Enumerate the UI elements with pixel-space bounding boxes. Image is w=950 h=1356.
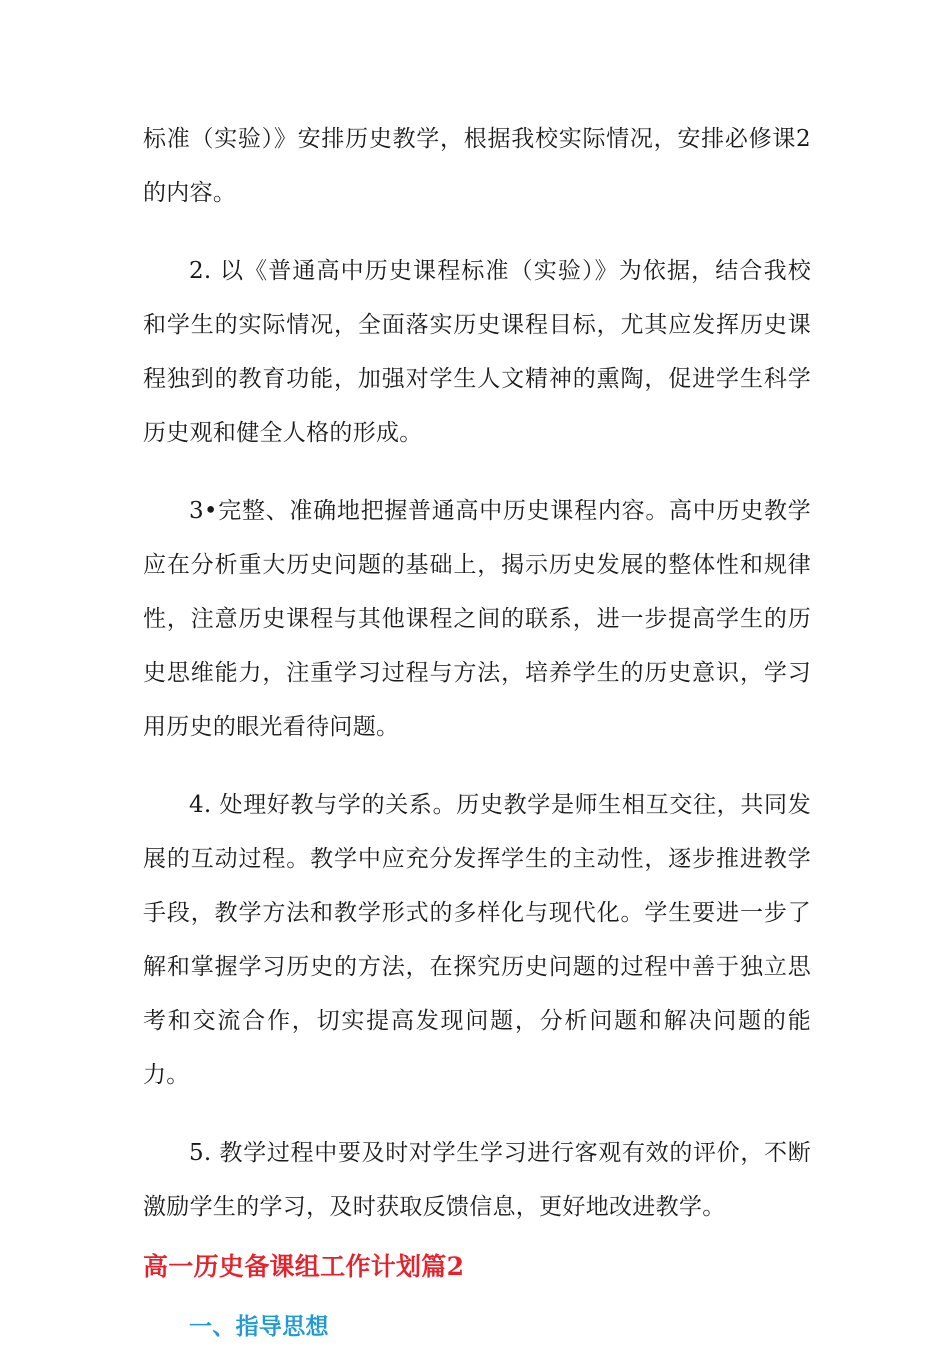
paragraph-item-3: 3•完整、准确地把握普通高中历史课程内容。高中历史教学应在分析重大历史问题的基础上，揭示历史发展的整体性和规律性，注意历史课程与其他课程之间的联系，进一步提高学生的历史思维能力，注重学习过程与方法，培养学生的历史意识，学习用历史的眼光看待问题。 [143, 498, 811, 740]
paragraph-item-5: 5. 教学过程中要及时对学生学习进行客观有效的评价，不断激励学生的学习，及时获取反馈信息，更好地改进教学。 [143, 1140, 811, 1220]
subsection-title: 一、指导思想 [189, 1313, 329, 1340]
section-title: 高一历史备课组工作计划篇2 [143, 1252, 465, 1281]
paragraph-item-2: 2. 以《普通高中历史课程标准（实验）》为依据，结合我校和学生的实际情况，全面落实历史课程目标，尤其应发挥历史课程独到的教育功能，加强对学生人文精神的熏陶，促进学生科学历史观和健全人格的形成。 [143, 258, 811, 446]
document-page [143, 112, 811, 1356]
paragraph-item-4: 4. 处理好教与学的关系。历史教学是师生相互交往，共同发展的互动过程。教学中应充分发挥学生的主动性，逐步推进教学手段，教学方法和教学形式的多样化与现代化。学生要进一步了解和掌握学习历史的方法，在探究历史问题的过程中善于独立思考和交流合作，切实提高发现问题，分析问题和解决问题的能力。 [143, 792, 811, 1088]
paragraph-continuation: 标准（实验）》安排历史教学，根据我校实际情况，安排必修课2的内容。 [143, 126, 811, 206]
